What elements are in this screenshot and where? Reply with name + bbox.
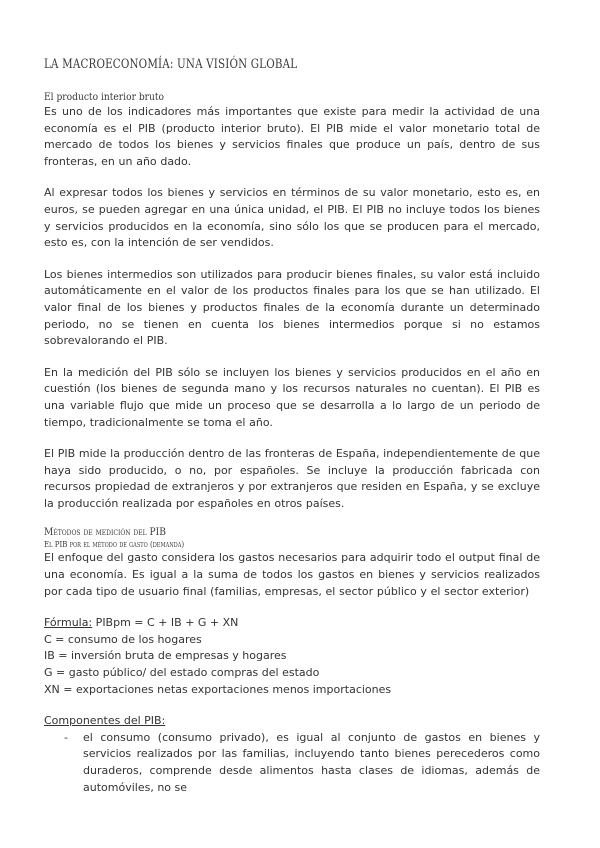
formula-definition: IB = inversión bruta de empresas y hogares <box>44 649 287 663</box>
formula-definition: XN = exportaciones netas exportaciones menos importaciones <box>44 682 392 696</box>
document-title: LA MACROECONOMÍA: UNA VISIÓN GLOBAL <box>44 56 298 71</box>
list-item-text: el consumo (consumo privado), es igual al conjunto de gastos en bienes y servicios realizados por las familias, incluyendo tanto bienes perecederos como duraderos, comprende desde alimentos hasta clases de idiomas, además de automóviles, no se <box>83 730 540 794</box>
paragraph: En la medición del PIB sólo se incluyen los bienes y servicios producidos en el año en cuestión (los bienes de segunda mano y los recursos naturales no cuentan). El PIB es una variable flujo que mide un proceso que se desarrolla a lo largo de un periodo de tiempo, tradicionalmente se toma el año. <box>44 365 540 429</box>
formula-line <box>44 615 540 632</box>
paragraph: El PIB mide la producción dentro de las fronteras de España, independientemente de que haya sido producido, o no, por españoles. Se incluye la producción fabricada con recursos propiedad de extranjeros y por extranjeros que residen en España, y se excluye la producción realizada por españoles en otros países. <box>44 447 540 510</box>
formula-definition: G = gasto público/ del estado compras del estado <box>44 666 320 680</box>
components-list <box>64 730 540 796</box>
section-heading-pib: El producto interior bruto <box>44 91 165 103</box>
formula-text: PIBpm = C + IB + G + XN <box>92 616 239 630</box>
paragraph: Los bienes intermedios son utilizados para producir bienes finales, su valor está incluido automáticamente en el valor de los productos finales para los que se han utilizado. El valor final de los bienes y productos finales de la economía durante un determinado periodo, no se tienen en cuenta los bienes intermedios porque si no estamos sobrevalorando el PIB. <box>44 267 540 348</box>
list-item <box>64 730 540 796</box>
section-heading-metodos: Métodos de medición del PIB <box>44 526 166 539</box>
subsection-heading-gasto: El PIB por el método de gasto (demanda) <box>44 539 185 550</box>
list-dash: - <box>64 730 68 744</box>
formula-label: Fórmula: <box>44 616 93 630</box>
paragraph: El enfoque del gasto considera los gastos necesarios para adquirir todo el output final de una economía. Es igual a la suma de todos los gastos en bienes y servicios realizados por cada tipo de usuario final (familias, empresas, el sector público y el sector exterior) <box>44 551 540 598</box>
components-label: Componentes del PIB: <box>44 714 166 728</box>
paragraph: Es uno de los indicadores más importantes que existe para medir la actividad de una economía es el PIB (producto interior bruto). El PIB mide el valor monetario total de mercado de todos los bienes y servicios finales que produce un país, dentro de sus fronteras, en un año dado. <box>44 105 540 168</box>
formula-definition: C = consumo de los hogares <box>44 632 202 646</box>
paragraph: Al expresar todos los bienes y servicios en términos de su valor monetario, esto es, en euros, se pueden agregar en una única unidad, el PIB. El PIB no incluye todos los bienes y servicios producidos en la economía, sino sólo los que se producen para el mercado, esto es, con la intención de ser vendidos. <box>44 186 540 250</box>
